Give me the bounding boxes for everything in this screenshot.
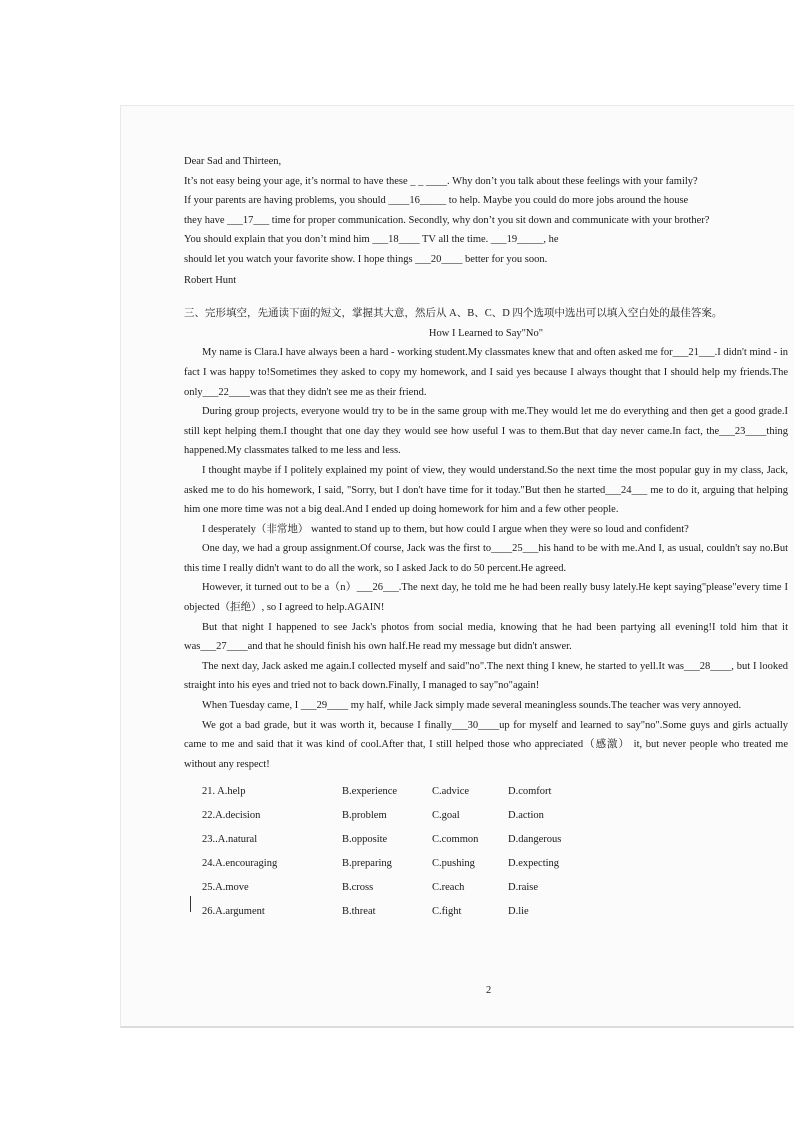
passage-paragraph: We got a bad grade, but it was worth it, because I finally___30____up for myself and learned to say"no".Some guys and girls actually came to me and said that it was kind of cool.After that, I still helped those who appreciated（感激） it, but never people who treated me without any respect!	[184, 719, 788, 770]
option-row	[202, 899, 788, 923]
letter-line: It’s not easy being your age, it’s normal to have these _ _ ____. Why don’t you talk about these feelings with your family?	[184, 175, 698, 187]
option-row	[202, 779, 788, 803]
option-d: D.expecting	[508, 857, 560, 869]
passage-paragraph: I desperately（非常地） wanted to stand up to them, but how could I argue when they were so loud and confident?	[202, 523, 689, 535]
passage-paragraph: When Tuesday came, I ___29____ my half, while Jack simply made several meaningless sounds.The teacher was very annoyed.	[202, 700, 742, 712]
passage-paragraph: I thought maybe if I politely explained my point of view, they would understand.So the next time the most popular guy in my class, Jack, asked me to do his homework, I said, "Sorry, but I don't have time for it today."But then he started___24___ me to do it, arguing that helping him one more time was not a big deal.And I ended up doing homework for him and a few other people.	[184, 464, 788, 516]
passage-paragraph: During group projects, everyone would try to be in the same group with me.They would let me do everything and then get a good grade.I still kept helping them.I thought that one day they would see how useful I was to them.But that day never came.In fact, the___23____thing happened.My classmates talked to me less and less.	[184, 406, 788, 457]
answer-options	[202, 779, 788, 923]
option-row	[202, 803, 788, 827]
option-c: C.reach	[432, 881, 465, 893]
option-d: D.raise	[508, 881, 539, 893]
option-row	[202, 827, 788, 851]
option-a: 23..A.natural	[202, 833, 258, 845]
option-b: B.opposite	[342, 833, 388, 845]
passage-paragraph: The next day, Jack asked me again.I collected myself and said"no".The next thing I knew, he started to yell.It was___28____, but I looked straight into his eyes and tried not to back down.Finally, I managed to say"no"again!	[184, 660, 788, 692]
letter-line: You should explain that you don’t mind him ___18____ TV all the time. ___19_____, he	[184, 234, 559, 246]
option-b: B.problem	[342, 809, 387, 821]
option-d: D.comfort	[508, 785, 552, 797]
option-d: D.action	[508, 809, 544, 821]
option-a: 25.A.move	[202, 881, 249, 893]
passage-paragraph: My name is Clara.I have always been a hard - working student.My classmates knew that and often asked me for___21___.I didn't mind - in fact I was happy to!Sometimes they asked to copy my homework, and I said yes because I always thought that I should help my friends.The only___22____was that they didn't see me as their friend.	[184, 347, 788, 398]
option-b: B.preparing	[342, 857, 392, 869]
option-d: D.lie	[508, 905, 529, 917]
letter-line: If your parents are having problems, you should ____16_____ to help. Maybe you could do more jobs around the house	[184, 195, 689, 207]
option-c: C.goal	[432, 809, 460, 821]
page-number: 2	[486, 985, 492, 996]
passage-paragraph: However, it turned out to be a（n）___26___.The next day, he told me he had been really busy lately.He kept saying"please"every time I objected（拒绝）, so I agreed to help.AGAIN!	[184, 582, 788, 614]
letter-signer: Robert Hunt	[184, 274, 237, 286]
passage-paragraph: But that night I happened to see Jack's photos from social media, knowing that he had been partying all evening!I told him that it was___27____and that he should finish his own half.He read my message but didn't answer.	[184, 621, 788, 653]
option-c: C.common	[432, 833, 479, 845]
option-a: 26.A.argument	[202, 905, 265, 917]
option-c: C.pushing	[432, 857, 475, 869]
option-b: B.threat	[342, 905, 376, 917]
option-a: 21. A.help	[202, 785, 246, 797]
option-a: 24.A.encouraging	[202, 857, 278, 869]
option-b: B.cross	[342, 881, 374, 893]
letter-line: they have ___17___ time for proper communication. Secondly, why don’t you sit down and communicate with your brother?	[184, 214, 710, 226]
option-a: 22.A.decision	[202, 809, 261, 821]
option-c: C.fight	[432, 905, 462, 917]
option-d: D.dangerous	[508, 833, 562, 845]
option-b: B.experience	[342, 785, 398, 797]
letter-line: should let you watch your favorite show. I hope things ___20____ better for you soon.	[184, 253, 548, 265]
letter-greeting: Dear Sad and Thirteen,	[184, 156, 282, 167]
document-body	[184, 152, 788, 923]
option-c: C.advice	[432, 785, 470, 797]
passage-title: How I Learned to Say"No"	[428, 327, 544, 339]
section-heading: 三、完形填空，先通读下面的短文，掌握其大意，然后从 A、B、C、D 四个选项中选出可以填入空白处的最佳答案。	[184, 308, 723, 320]
option-row	[202, 851, 788, 875]
option-row	[202, 875, 788, 899]
passage-paragraph: One day, we had a group assignment.Of course, Jack was the first to____25___his hand to be with me.And I, as usual, couldn't say no.But this time I really didn't want to do all the work, so I asked Jack to do 50 percent.He agreed.	[184, 543, 788, 574]
